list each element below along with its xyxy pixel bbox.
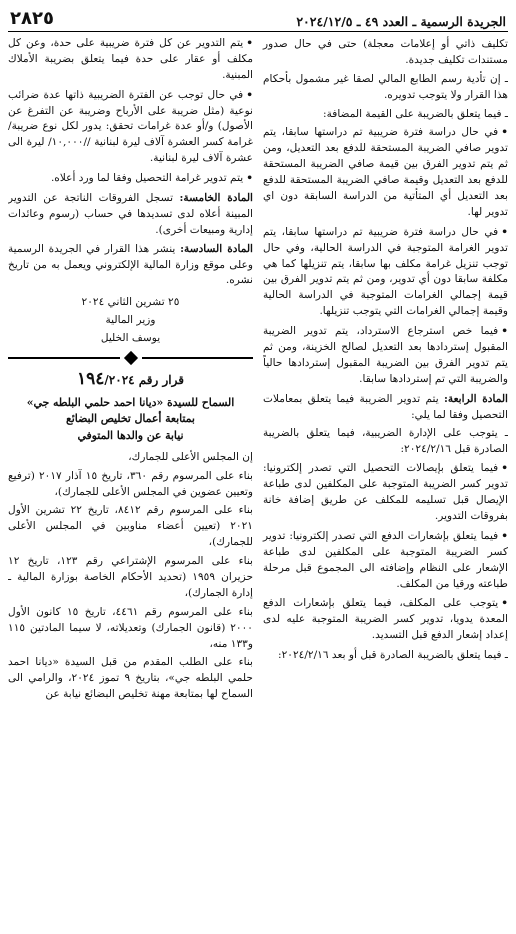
gazette-title: الجريدة الرسمية ـ العدد ٤٩ ـ ٢٠٢٤/١٢/٥ bbox=[296, 14, 506, 29]
signature-name: يوسف الخليل bbox=[100, 332, 161, 345]
bullet-icon: • bbox=[246, 172, 253, 185]
paragraph: بناء على الطلب المقدم من قبل السيدة «ديانا احمد حلمي البلطه جي»، بتاريخ ٩ تموز ٢٠٢٤، والرامي الى السماح لها بمتابعة مهنة تخليص البضائع نيابة عن bbox=[8, 656, 253, 701]
bullet-icon: • bbox=[501, 529, 508, 542]
article-label: المادة الرابعة: bbox=[443, 392, 508, 405]
article-six: المادة السادسة: ينشر هذا القرار في الجريدة الرسمية وعلى موقع وزارة المالية الإلكتروني ويعمل به من تاريخ نشره. bbox=[8, 242, 253, 287]
left-column bbox=[8, 36, 253, 926]
bullet-icon: • bbox=[501, 597, 508, 610]
signature-date: ٢٥ تشرين الثاني ٢٠٢٤ bbox=[81, 296, 180, 309]
decision-number: ١٩٤ bbox=[77, 369, 105, 390]
diamond-icon bbox=[123, 351, 137, 365]
bullet-icon: • bbox=[246, 37, 253, 49]
paragraph: بناء على المرسوم رقم ٤٤٦١، تاريخ ١٥ كانون الأول ٢٠٠٠ (قانون الجمارك) وتعديلاته، لا سيما المادتين ١١٥ و١٣٣ منه، bbox=[8, 605, 254, 650]
bullet-item: •في حال دراسة فترة ضريبية تم دراستها سابقا، يتم تدوير الغرامة المتوجبة في الدراسة الحالية، وفي حال توجب تنزيل غرامة مكلف بها سابقا، يتم تنزيلها كما هي مكلفة سابقا دون أي تدوير، ومن ثم يتم تدوير الفرق بين قيمة إجمالي الغرامات المتوجبة في الدراسة الحالية وقيمة إجمالي الغرامات التي يتوجب تنزيلها. bbox=[263, 225, 508, 318]
divider-line bbox=[8, 357, 120, 360]
page-header bbox=[8, 6, 508, 32]
bullet-item: •يتم تدوير غرامة التحصيل وفقا لما ورد أعلاه. bbox=[50, 172, 253, 185]
decision-subtitle: السماح للسيدة «ديانا احمد حلمي البلطه جي» بمتابعة أعمال تخليص البضائع نيابة عن والدها المتوفي bbox=[26, 395, 235, 442]
bullet-icon: • bbox=[501, 325, 508, 338]
article-five: المادة الخامسة: تسجل الفروقات الناتجة عن التدوير المبينة أعلاه لدى تسديدها في حساب (رسوم وعائدات إدارية ومبيعات أخرى). bbox=[8, 192, 253, 236]
paragraph: تكليف ذاتي أو إعلامات معجلة) حتى في حال صدور مستندات تكليف جديدة. bbox=[263, 38, 508, 66]
bullet-icon: • bbox=[501, 225, 508, 238]
paragraph: ـ فيما يتعلق بالضريبة الصادرة قبل أو بعد ٢٠٢٤/٢/١٦: bbox=[278, 649, 508, 662]
divider-line bbox=[142, 357, 254, 360]
article-label: المادة السادسة: bbox=[180, 242, 253, 255]
paragraph: بناء على المرسوم رقم ٣٦٠، تاريخ ١٥ آذار ٢٠١٧ (ترفيع وتعيين عضوين في المجلس الأعلى للجمارك)، bbox=[8, 469, 253, 498]
section-divider bbox=[8, 353, 253, 363]
paragraph: إن المجلس الأعلى للجمارك، bbox=[128, 450, 253, 463]
bullet-item: •فيما خص استرجاع الاسترداد، يتم تدوير الضريبة المقبول إستردادها بعد التعديل لصالح الخزينة، ومن ثم يتم تدوير الفرق بين الضريبة المقبول إستردادها حالياً والضريبة التي تم إستردادها سابقا. bbox=[263, 325, 508, 385]
bullet-item: •يتم التدوير عن كل فترة ضريبية على حدة، وعن كل مكلف أو عقار على حدة فيما يتعلق بضريبة الأملاك المبنية. bbox=[8, 37, 253, 81]
bullet-icon: • bbox=[501, 462, 508, 475]
bullet-item: •في حال دراسة فترة ضريبية تم دراستها سابقا، يتم تدوير صافي الضريبة المستحقة للدفع بعد التعديل، ومن ثم يتم تدوير الفرق بين قيمة صافي الضريبة المستحقة للدفع بعد التعديل وقيمة صافي الضريبة المستحقة للدفع بعد التعديل أي المتأتية من الدراسة السابقة دون اي تدوير لها. bbox=[263, 126, 508, 218]
bullet-item: •في حال توجب عن الفترة الضريبية ذاتها عدة ضرائب نوعية (مثل ضريبة على الأرباح وضريبة عن التفرغ عن الأصول) و/أو عدة غرامات تحقق: يدور لكل نوع ضريبة/ غرامة كسر العشرة آلاف ليرة لبنانية //١٠,٠٠٠/ ليرة الى عشرة آلاف ليرة لبنانية. bbox=[8, 88, 253, 165]
article-four: المادة الرابعة: يتم تدوير الضريبة فيما يتعلق بمعاملات التحصيل وفقا لما يلي: bbox=[263, 392, 508, 421]
bullet-icon: • bbox=[246, 88, 253, 101]
bullet-item: •يتوجب على المكلف، فيما يتعلق بإشعارات الدفع المعدة يدويا، تدوير كسر الضريبة المتوجبة عليه لدى إعداد إشعار الدفع قبل التسديد. bbox=[263, 597, 508, 642]
paragraph: ـ فيما يتعلق بالضريبة على القيمة المضافة: bbox=[323, 107, 508, 120]
signature-block bbox=[8, 295, 253, 347]
paragraph: ـ يتوجب على الإدارة الضريبية، فيما يتعلق بالضريبة الصادرة قبل ٢٠٢٤/٢/١٦: bbox=[263, 427, 508, 456]
two-column-body bbox=[8, 36, 508, 926]
bullet-icon: • bbox=[501, 126, 508, 139]
right-column bbox=[263, 36, 508, 926]
paragraph: بناء على المرسوم الإشتراعي رقم ١٢٣، تاريخ ١٢ حزيران ١٩٥٩ (تحديد الأحكام الخاصة بوزارة المالية ـ إدارة الجمارك)، bbox=[8, 555, 254, 599]
paragraph: ـ إن تأدية رسم الطابع المالي لصقا غير مشمول بأحكام هذا القرار ولا يتوجب تدويره. bbox=[263, 72, 508, 101]
signature-role: وزير المالية bbox=[105, 314, 156, 327]
bullet-item: •فيما يتعلق بإيصالات التحصيل التي تصدر إلكترونيا: تدوير كسر الضريبة المتوجبة على المكلفين لدى طباعة الإيصال قبل تسليمه للمكلف عن طريق إضافة خانة بفروقات التدوير. bbox=[263, 462, 508, 522]
paragraph: بناء على المرسوم رقم ٨٤١٢، تاريخ ٢٢ تشرين الأول ٢٠٢١ (تعيين أعضاء مناوبين في المجلس الأعلى للجمارك)، bbox=[8, 504, 254, 549]
page-number: ٢٨٢٥ bbox=[10, 8, 54, 29]
decision-title: قرار رقم ١٩٤/٢٠٢٤ bbox=[77, 369, 184, 390]
bullet-item: •فيما يتعلق بإشعارات الدفع التي تصدر إلكترونيا: تدوير كسر الضريبة المتوجبة على المكلفين لدى طباعة الإشعار على النظام وإضافته الى المجموع قبل مرحلة طباعته ورقيا من المكلف. bbox=[263, 529, 508, 590]
article-label: المادة الخامسة: bbox=[179, 192, 253, 205]
